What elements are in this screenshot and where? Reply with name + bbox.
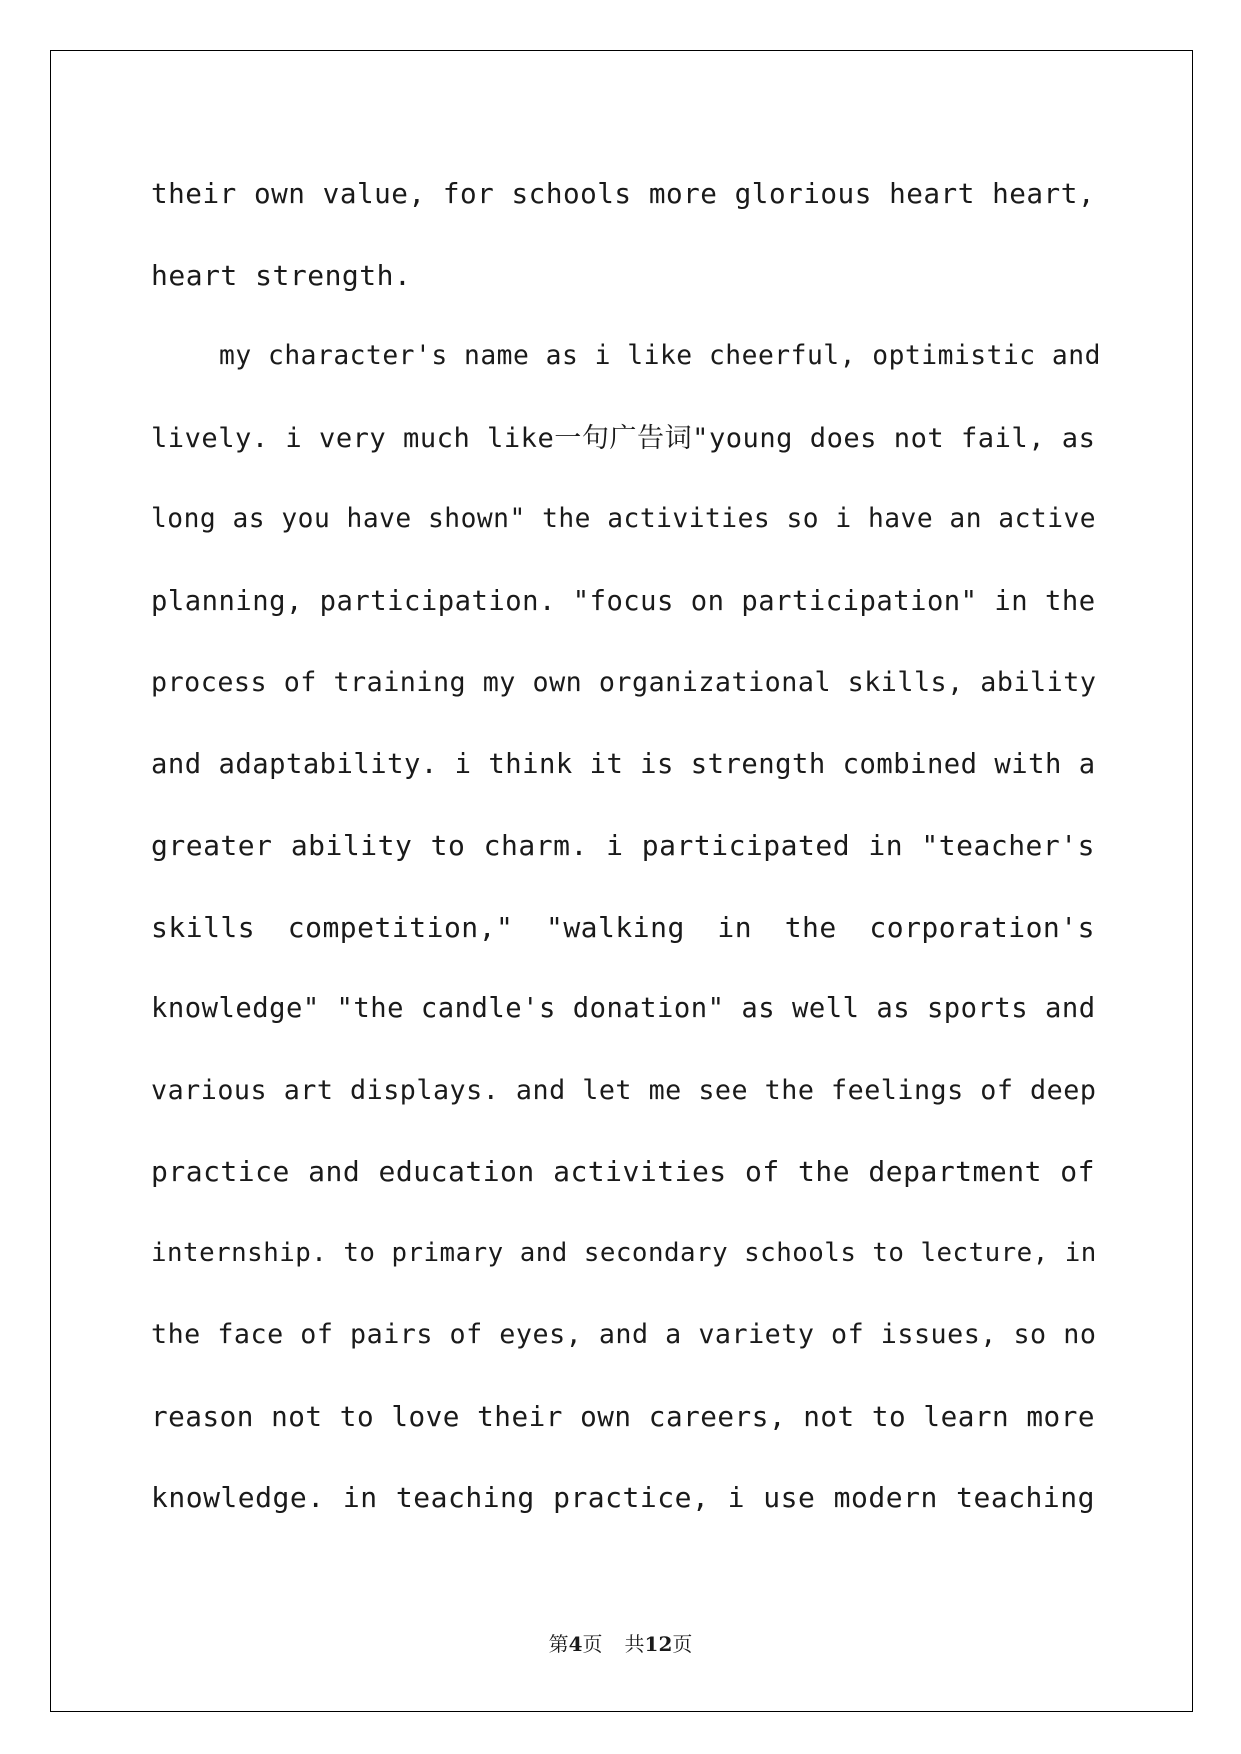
- text-line: process of training my own organizational skills, ability: [151, 667, 1097, 698]
- document-body: [151, 153, 1101, 1539]
- text-line: planning, participation. "focus on participation" in the: [151, 585, 1096, 617]
- text-line: knowledge. in teaching practice, i use modern teaching: [151, 1481, 1095, 1514]
- text-line: my character's name as i like cheerful, optimistic and: [219, 341, 1101, 371]
- text-line: their own value, for schools more glorious heart heart,: [151, 177, 1095, 210]
- text-line: practice and education activities of the department of: [151, 1155, 1095, 1188]
- text-line: the face of pairs of eyes, and a variety of issues, so no: [151, 1319, 1097, 1350]
- text-line: lively. i very much like一句广告词"young does not fail, as: [151, 422, 1096, 454]
- text-line: heart strength.: [151, 258, 412, 292]
- text-line: skills competition," "walking in the corporation's: [151, 910, 1095, 944]
- footer-prefix: 第: [548, 1632, 569, 1656]
- text-line: internship. to primary and secondary schools to lecture, in: [151, 1237, 1097, 1268]
- total-pages-number: 12: [644, 1632, 673, 1656]
- text-line: and adaptability. i think it is strength combined with a: [151, 748, 1096, 780]
- text-line: greater ability to charm. i participated in "teacher's: [151, 829, 1095, 862]
- text-line: long as you have shown" the activities so i have an active: [151, 504, 1097, 534]
- text-line: reason not to love their own careers, not to learn more: [151, 1399, 1095, 1433]
- text-line: knowledge" "the candle's donation" as well as sports and: [151, 993, 1096, 1024]
- text-line: various art displays. and let me see the feelings of deep: [151, 1074, 1097, 1106]
- page-footer: [0, 1628, 1241, 1657]
- current-page-number: 4: [568, 1632, 583, 1656]
- footer-page-word: 页: [582, 1632, 603, 1656]
- footer-total-suffix: 页: [672, 1632, 693, 1656]
- footer-total-prefix: 共: [624, 1632, 645, 1656]
